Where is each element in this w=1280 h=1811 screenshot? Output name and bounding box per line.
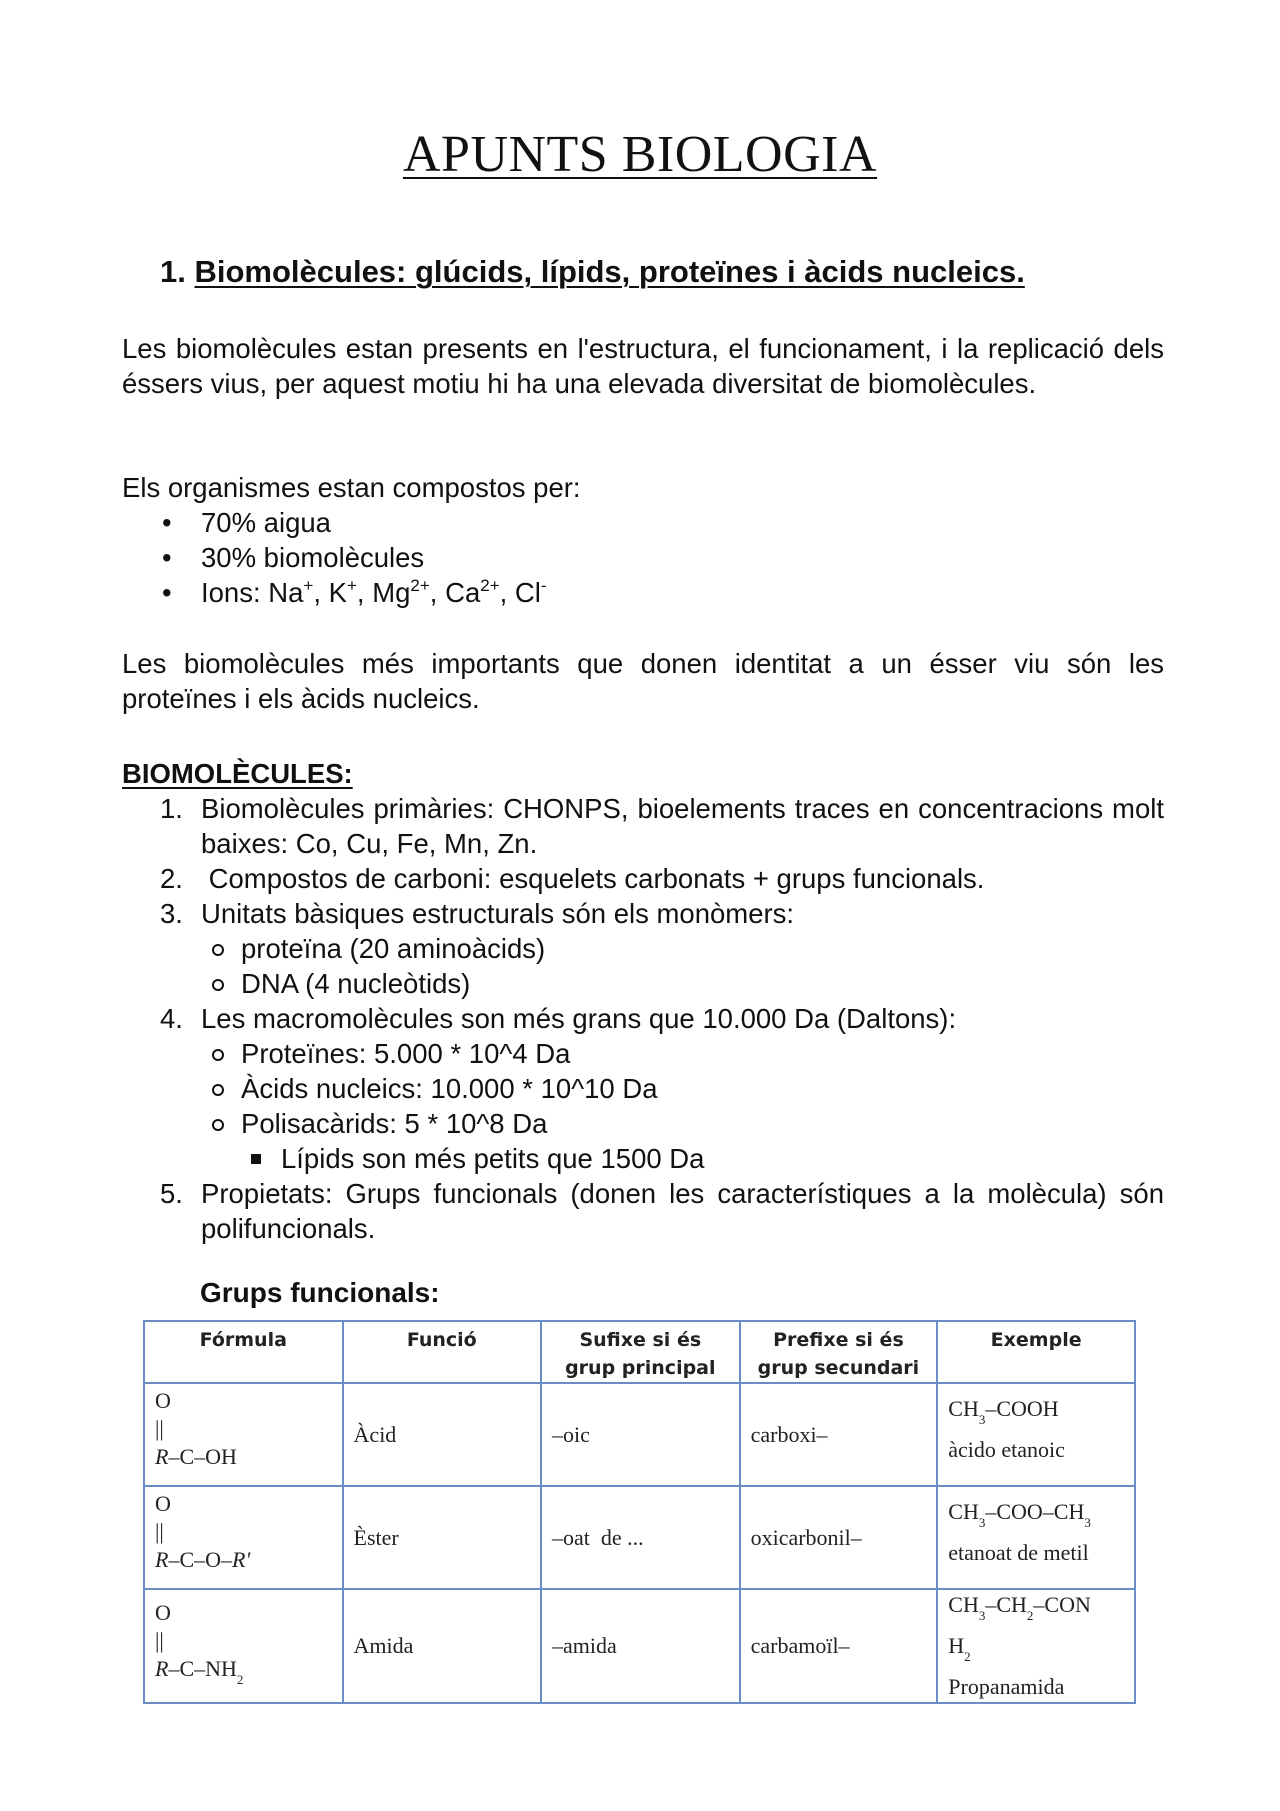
composition-block xyxy=(122,470,1164,610)
composition-list xyxy=(122,505,1164,610)
monomers-list xyxy=(201,931,1164,1001)
ion-cl: Cl- xyxy=(514,576,547,608)
list-item: 4. Les macromolècules son més grans que 10.000 Da (Daltons): Proteïnes: 5.000 * 10^4 Da Àcids nucleics: 10.000 * 10^10 Da Polisacàrids: 5 * 10^8 Da Lípids son més petits que 1500 Da xyxy=(122,1001,1164,1176)
header-formula: Fórmula xyxy=(144,1321,343,1383)
ions-label: Ions: xyxy=(201,577,269,608)
example-cell: $CH_3$–COOH àcido etanoic xyxy=(937,1383,1135,1486)
header-prefix: Prefixe si és grup secundari xyxy=(740,1321,938,1383)
list-item: • 70% aigua xyxy=(122,505,1164,540)
sub-item: Polisacàrids: 5 * 10^8 Da Lípids son més petits que 1500 Da xyxy=(201,1106,1164,1176)
function-cell: Èster xyxy=(343,1486,541,1589)
ion-k: K+, xyxy=(328,576,373,608)
formula-cell: O || $R-C-NH_2$ xyxy=(144,1589,343,1703)
table-row xyxy=(144,1383,1135,1486)
list-item: • 30% biomolècules xyxy=(122,540,1164,575)
section-heading-text: Biomolècules: glúcids, lípids, proteïnes i àcids nucleics. xyxy=(194,254,1025,289)
ion-mg: $Mg^{2+}$, xyxy=(372,576,446,608)
biomolecules-list xyxy=(122,791,1164,1246)
suffix-cell: –oic xyxy=(541,1383,740,1486)
function-cell: Amida xyxy=(343,1589,541,1703)
header-suffix: Sufixe si és grup principal xyxy=(541,1321,740,1383)
functional-groups-table xyxy=(143,1320,1136,1704)
sub-sub-item: Lípids son més petits que 1500 Da xyxy=(241,1141,1164,1176)
header-example: Exemple xyxy=(937,1321,1135,1383)
sub-item: Àcids nucleics: 10.000 * 10^10 Da xyxy=(201,1071,1164,1106)
list-item: 2. Compostos de carboni: esquelets carbonats + grups funcionals. xyxy=(160,863,985,894)
prefix-cell: carbamoïl– xyxy=(740,1589,938,1703)
section-number: 1. xyxy=(160,254,186,289)
sub-item: Proteïnes: 5.000 * 10^4 Da xyxy=(201,1036,1164,1071)
identity-block xyxy=(122,646,1164,716)
suffix-cell: –amida xyxy=(541,1589,740,1703)
example-cell: $CH_3-COO-CH_3$ etanoat de metil xyxy=(937,1486,1135,1589)
identity-paragraph: Les biomolècules més importants que donen identitat a un ésser viu són les proteïnes i els àcids nucleics. xyxy=(122,648,1164,714)
table-row xyxy=(144,1486,1135,1589)
intro-paragraph: Les biomolècules estan presents en l'estructura, el funcionament, i la replicació dels éssers vius, per aquest motiu hi ha una elevada diversitat de biomolècules. xyxy=(122,333,1164,399)
suffix-cell: –oat de ... xyxy=(541,1486,740,1589)
lipids-list xyxy=(241,1141,1164,1176)
header-function: Funció xyxy=(343,1321,541,1383)
functional-groups-title: Grups funcionals: xyxy=(200,1277,440,1308)
prefix-cell: carboxi– xyxy=(740,1383,938,1486)
prefix-cell: oxicarbonil– xyxy=(740,1486,938,1589)
function-cell: Àcid xyxy=(343,1383,541,1486)
intro-block xyxy=(122,331,1164,401)
document-title: APUNTS BIOLOGIA xyxy=(402,126,878,183)
table-row xyxy=(144,1589,1135,1703)
biomolecules-title: BIOMOLÈCULES: xyxy=(122,758,353,789)
formula-cell: O || R–C–OH xyxy=(144,1383,343,1486)
ion-na: Na+, xyxy=(268,576,329,608)
ion-ca: $Ca^{2+}$, xyxy=(445,576,515,608)
list-item: 1. Biomolècules primàries: CHONPS, bioelements traces en concentracions molt baixes: Co, Cu, Fe, Mn, Zn. xyxy=(160,793,1164,859)
list-item: 3. Unitats bàsiques estructurals són els monòmers: proteïna (20 aminoàcids) DNA (4 nucleòtids) xyxy=(122,896,1164,1001)
section-heading xyxy=(160,254,1025,290)
biomolecules-block xyxy=(122,756,1164,1246)
sub-item: proteïna (20 aminoàcids) xyxy=(201,931,1164,966)
sub-item: DNA (4 nucleòtids) xyxy=(201,966,1164,1001)
macromolecules-list xyxy=(201,1036,1164,1176)
composition-lead: Els organismes estan compostos per: xyxy=(122,472,581,503)
ions-item xyxy=(122,575,1164,610)
formula-cell: O || R–C–O–R' xyxy=(144,1486,343,1589)
example-cell: $CH_3-CH_2$–CON $H_2$ Propanamida xyxy=(937,1589,1135,1703)
list-item: 5. Propietats: Grups funcionals (donen les característiques a la molècula) són polifuncionals. xyxy=(160,1178,1164,1244)
table-header-row xyxy=(144,1321,1135,1383)
